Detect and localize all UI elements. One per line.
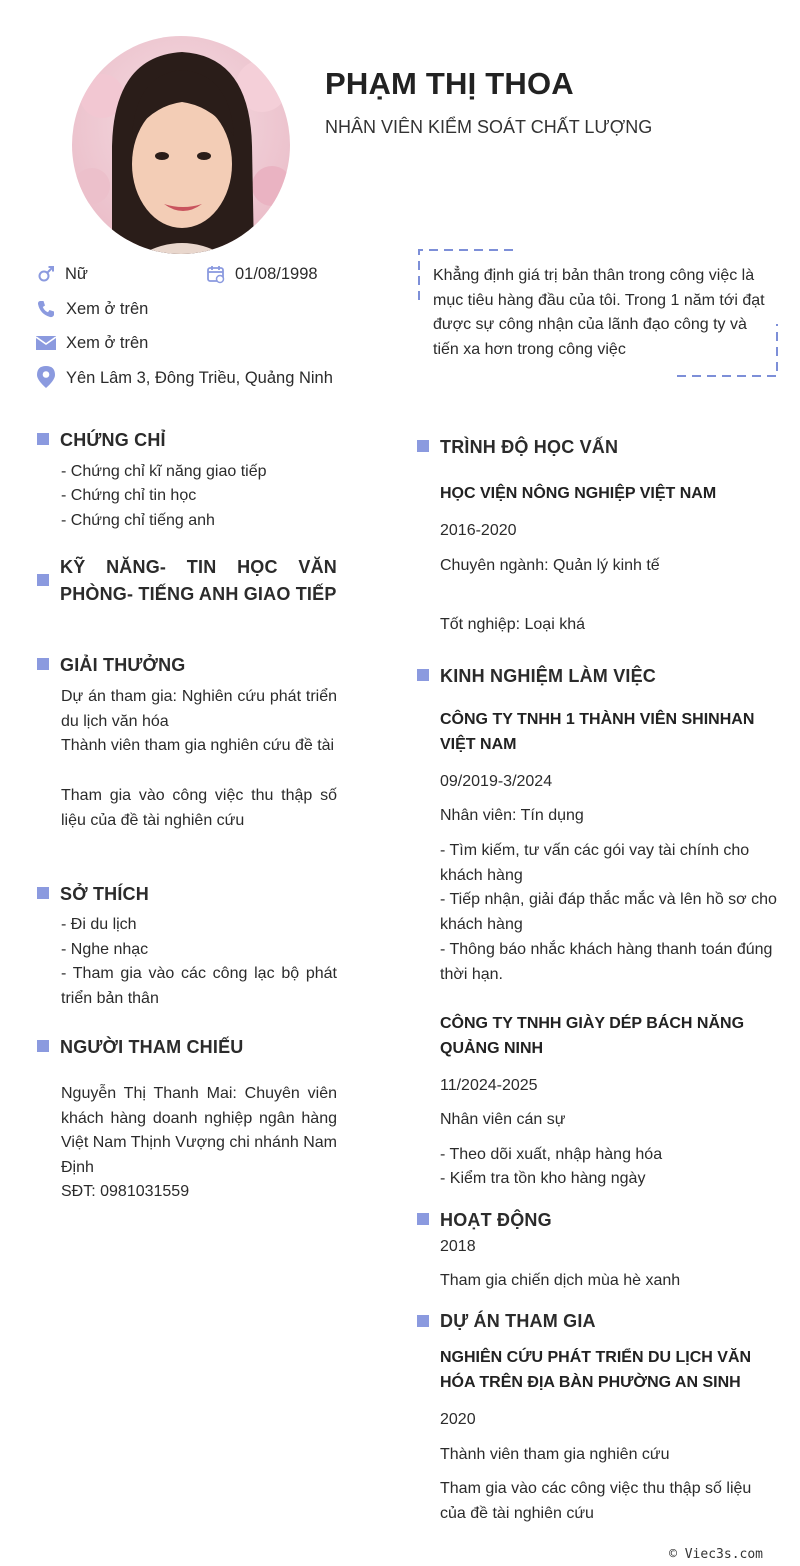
section-marker	[37, 887, 49, 899]
skills-title-line1: KỸ NĂNG- TIN HỌC VĂN	[60, 557, 337, 577]
avatar	[72, 36, 290, 254]
company-name: CÔNG TY TNHH 1 THÀNH VIÊN SHINHAN VIỆT NAM	[440, 711, 755, 753]
hobby-item: - Nghe nhạc	[61, 941, 149, 958]
section-marker	[417, 440, 429, 452]
skills-title-line2: PHÒNG- TIẾNG ANH GIAO TIẾP	[60, 584, 337, 604]
awards-text-2: Thành viên tham gia nghiên cứu đề tài	[61, 737, 335, 754]
footer-watermark: © Viec3s.com	[669, 1547, 763, 1562]
school-name: HỌC VIỆN NÔNG NGHIỆP VIỆT NAM	[440, 485, 717, 502]
section-marker	[417, 669, 429, 681]
activity-text: Tham gia chiến dịch mùa hè xanh	[440, 1272, 681, 1289]
awards-text-3: Tham gia vào công việc thu thập số liệu của đề tài nghiên cứu	[61, 787, 337, 829]
job-title: NHÂN VIÊN KIỂM SOÁT CHẤT LƯỢNG	[325, 117, 653, 137]
hobbies-title: SỞ THÍCH	[60, 884, 149, 904]
job-duty: - Kiểm tra tồn kho hàng ngày	[440, 1170, 646, 1187]
experience-title: KINH NGHIỆM LÀM VIỆC	[440, 666, 657, 686]
bio-text: Khẳng định giá trị bản thân trong công việc là mục tiêu hàng đầu của tôi. Trong 1 năm tới đạt được sự công nhận của lãnh đạo công ty và tiến xa hơn trong công việc	[433, 267, 765, 358]
certificate-item: - Chứng chỉ kĩ năng giao tiếp	[61, 463, 267, 480]
gender-value: Nữ	[65, 265, 88, 283]
reference-phone: SĐT: 0981031559	[61, 1183, 190, 1200]
job-duty: - Theo dõi xuất, nhập hàng hóa	[440, 1146, 663, 1163]
job-role: Nhân viên cán sự	[440, 1111, 566, 1128]
calendar-icon	[206, 264, 226, 284]
section-marker	[37, 1040, 49, 1052]
address-value: Yên Lâm 3, Đông Triều, Quảng Ninh	[66, 369, 333, 387]
projects-title: DỰ ÁN THAM GIA	[440, 1311, 596, 1331]
project-year: 2020	[440, 1411, 476, 1428]
references-title: NGƯỜI THAM CHIẾU	[60, 1037, 244, 1057]
phone-value: Xem ở trên	[66, 300, 149, 318]
job-period: 09/2019-3/2024	[440, 773, 553, 790]
project-name: NGHIÊN CỨU PHÁT TRIỂN DU LỊCH VĂN HÓA TRÊN ĐỊA BÀN PHƯỜNG AN SINH	[440, 1349, 752, 1391]
section-marker	[417, 1315, 429, 1327]
project-desc: Tham gia vào các công việc thu thập số liệu của đề tài nghiên cứu	[440, 1480, 752, 1522]
section-marker	[417, 1213, 429, 1225]
education-years: 2016-2020	[440, 522, 517, 539]
company-name: CÔNG TY TNHH GIÀY DÉP BÁCH NĂNG QUẢNG NINH	[440, 1015, 745, 1057]
project-role: Thành viên tham gia nghiên cứu	[440, 1446, 670, 1463]
location-icon	[37, 366, 55, 388]
education-grade: Tốt nghiệp: Loại khá	[440, 616, 585, 633]
reference-text: Nguyễn Thị Thanh Mai: Chuyên viên khách hàng doanh nghiệp ngân hàng Việt Nam Thịnh Vượng chi nhánh Nam Định	[61, 1085, 337, 1176]
gender-icon	[36, 264, 56, 284]
certificates-title: CHỨNG CHỈ	[60, 430, 166, 450]
birthday-value: 01/08/1998	[235, 265, 318, 283]
hobby-item: - Tham gia vào các công lạc bộ phát triển bản thân	[61, 965, 337, 1007]
awards-title: GIẢI THƯỞNG	[60, 655, 186, 675]
email-value: Xem ở trên	[66, 334, 149, 352]
certificate-item: - Chứng chỉ tiếng anh	[61, 512, 215, 529]
job-duty: - Thông báo nhắc khách hàng thanh toán đúng thời hạn.	[440, 941, 773, 983]
job-duty: - Tiếp nhận, giải đáp thắc mắc và lên hồ sơ cho khách hàng	[440, 891, 777, 933]
job-period: 11/2024-2025	[440, 1077, 538, 1094]
candidate-name: PHẠM THỊ THOA	[325, 66, 574, 101]
section-marker	[37, 574, 49, 586]
job-duty: - Tìm kiếm, tư vấn các gói vay tài chính cho khách hàng	[440, 842, 750, 884]
education-title: TRÌNH ĐỘ HỌC VẤN	[440, 437, 619, 457]
activity-year: 2018	[440, 1238, 476, 1255]
section-marker	[37, 658, 49, 670]
phone-icon	[36, 299, 56, 319]
section-marker	[37, 433, 49, 445]
hobby-item: - Đi du lịch	[61, 916, 137, 933]
awards-text: Dự án tham gia: Nghiên cứu phát triển du lịch văn hóa	[61, 688, 337, 730]
activities-title: HOẠT ĐỘNG	[440, 1210, 552, 1230]
certificate-item: - Chứng chỉ tin học	[61, 487, 197, 504]
email-icon	[36, 335, 56, 351]
job-role: Nhân viên: Tín dụng	[440, 807, 584, 824]
education-major: Chuyên ngành: Quản lý kinh tế	[440, 557, 660, 574]
bio-box	[417, 248, 779, 378]
